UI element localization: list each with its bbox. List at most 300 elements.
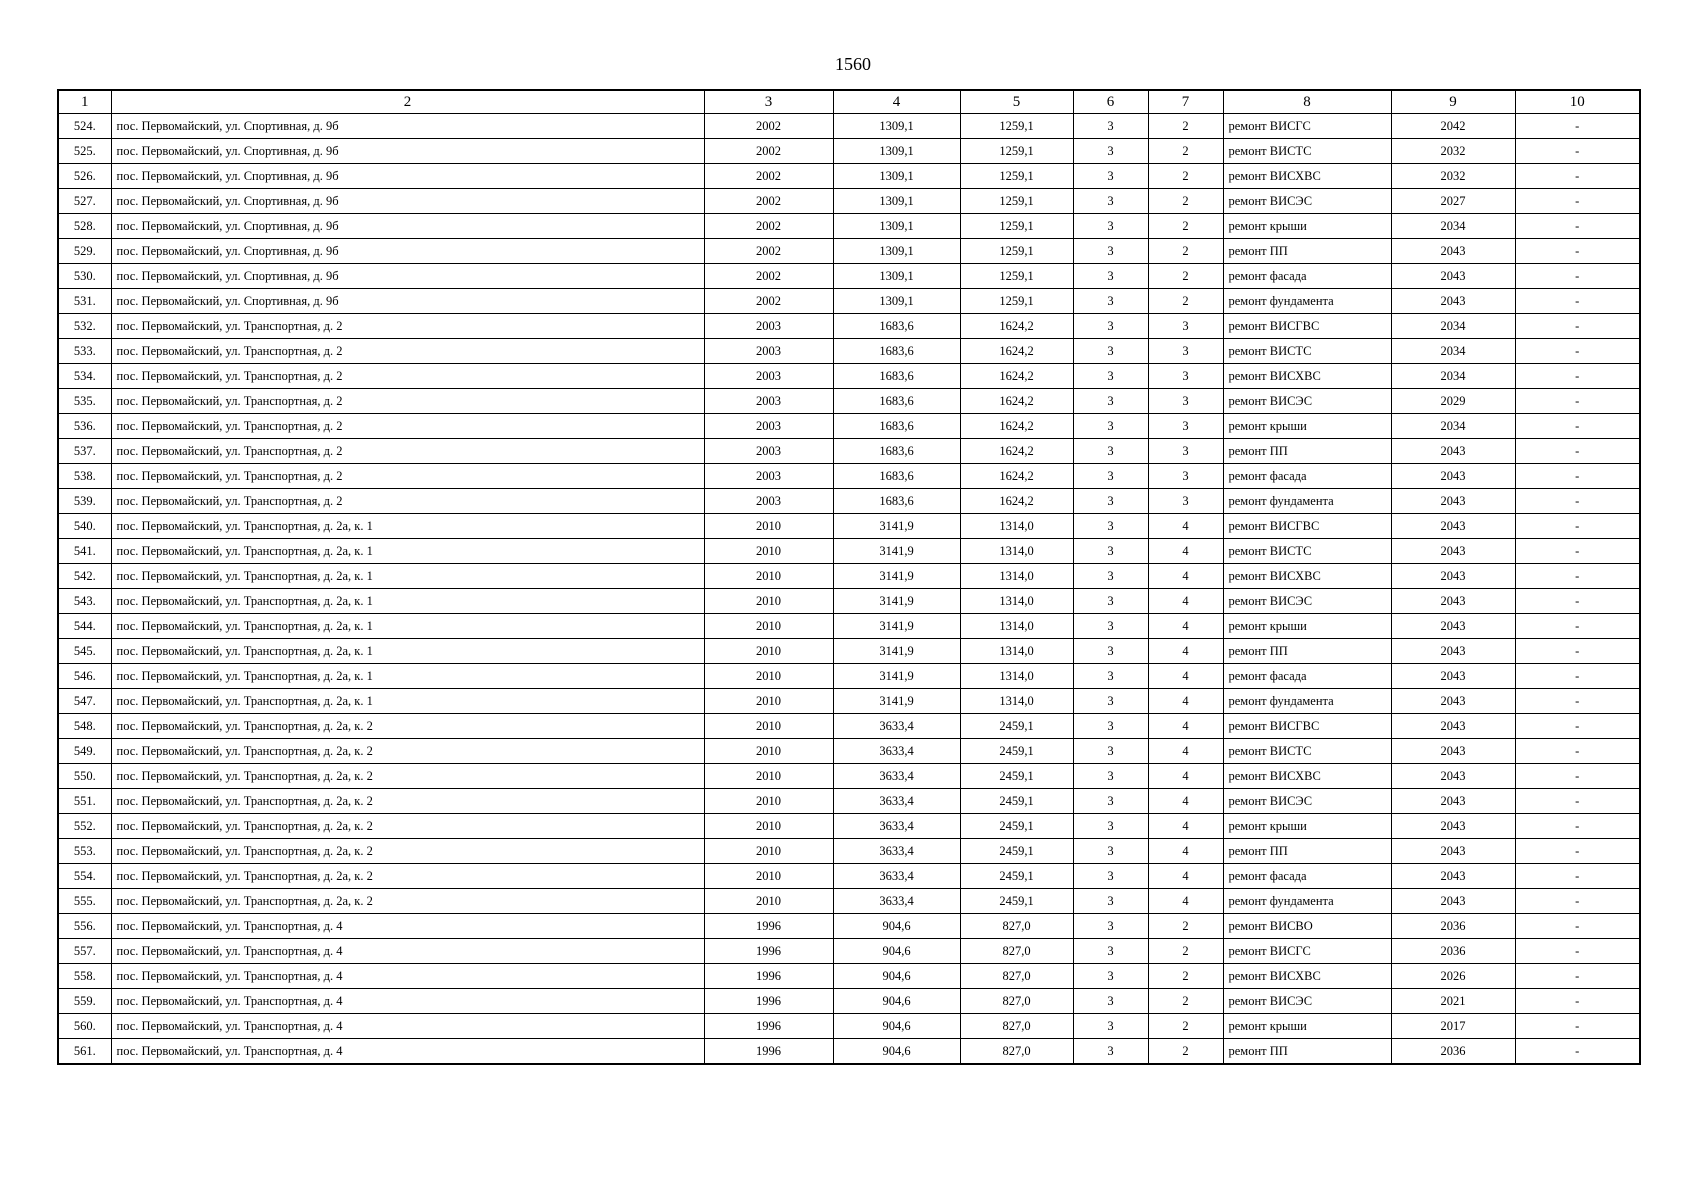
planned-year-cell: 2043 bbox=[1391, 764, 1515, 789]
floors-count-cell: 3 bbox=[1073, 264, 1148, 289]
address-cell: пос. Первомайский, ул. Транспортная, д. 4 bbox=[111, 1014, 704, 1039]
address-cell: пос. Первомайский, ул. Спортивная, д. 9б bbox=[111, 264, 704, 289]
row-number-cell: 551. bbox=[58, 789, 111, 814]
row-number-cell: 539. bbox=[58, 489, 111, 514]
table-row bbox=[58, 389, 1640, 414]
floors-count-cell: 3 bbox=[1073, 989, 1148, 1014]
total-area-cell: 3633,4 bbox=[833, 739, 960, 764]
floors-count-cell: 3 bbox=[1073, 714, 1148, 739]
living-area-cell: 1259,1 bbox=[960, 139, 1073, 164]
work-type-cell: ремонт ВИСХВС bbox=[1223, 164, 1391, 189]
note-cell: - bbox=[1515, 414, 1640, 439]
work-type-cell: ремонт ПП bbox=[1223, 439, 1391, 464]
note-cell: - bbox=[1515, 939, 1640, 964]
living-area-cell: 2459,1 bbox=[960, 739, 1073, 764]
planned-year-cell: 2034 bbox=[1391, 364, 1515, 389]
living-area-cell: 1314,0 bbox=[960, 664, 1073, 689]
floors-count-cell: 3 bbox=[1073, 789, 1148, 814]
build-year-cell: 2010 bbox=[704, 789, 833, 814]
address-cell: пос. Первомайский, ул. Транспортная, д. 2а, к. 1 bbox=[111, 539, 704, 564]
row-number-cell: 553. bbox=[58, 839, 111, 864]
row-number-cell: 535. bbox=[58, 389, 111, 414]
address-cell: пос. Первомайский, ул. Транспортная, д. 2 bbox=[111, 339, 704, 364]
floors-count-cell: 3 bbox=[1073, 314, 1148, 339]
row-number-cell: 541. bbox=[58, 539, 111, 564]
build-year-cell: 2002 bbox=[704, 239, 833, 264]
table-row bbox=[58, 264, 1640, 289]
address-cell: пос. Первомайский, ул. Транспортная, д. 2 bbox=[111, 464, 704, 489]
work-type-cell: ремонт ВИСЭС bbox=[1223, 989, 1391, 1014]
build-year-cell: 2010 bbox=[704, 714, 833, 739]
row-number-cell: 547. bbox=[58, 689, 111, 714]
work-type-cell: ремонт ВИСГВС bbox=[1223, 314, 1391, 339]
table-row bbox=[58, 664, 1640, 689]
build-year-cell: 1996 bbox=[704, 1014, 833, 1039]
column-header-9: 9 bbox=[1391, 90, 1515, 114]
floors-count-cell: 3 bbox=[1073, 839, 1148, 864]
living-area-cell: 1314,0 bbox=[960, 514, 1073, 539]
living-area-cell: 1259,1 bbox=[960, 289, 1073, 314]
living-area-cell: 1624,2 bbox=[960, 414, 1073, 439]
row-number-cell: 538. bbox=[58, 464, 111, 489]
address-cell: пос. Первомайский, ул. Транспортная, д. 2а, к. 1 bbox=[111, 589, 704, 614]
total-area-cell: 1309,1 bbox=[833, 189, 960, 214]
header-row bbox=[58, 90, 1640, 114]
entrances-count-cell: 2 bbox=[1148, 114, 1223, 139]
living-area-cell: 1259,1 bbox=[960, 114, 1073, 139]
total-area-cell: 3141,9 bbox=[833, 614, 960, 639]
planned-year-cell: 2043 bbox=[1391, 664, 1515, 689]
living-area-cell: 1624,2 bbox=[960, 314, 1073, 339]
planned-year-cell: 2043 bbox=[1391, 889, 1515, 914]
note-cell: - bbox=[1515, 764, 1640, 789]
address-cell: пос. Первомайский, ул. Транспортная, д. 2а, к. 2 bbox=[111, 739, 704, 764]
row-number-cell: 529. bbox=[58, 239, 111, 264]
total-area-cell: 3141,9 bbox=[833, 639, 960, 664]
floors-count-cell: 3 bbox=[1073, 164, 1148, 189]
work-type-cell: ремонт ВИСГВС bbox=[1223, 714, 1391, 739]
build-year-cell: 2010 bbox=[704, 889, 833, 914]
living-area-cell: 1259,1 bbox=[960, 239, 1073, 264]
living-area-cell: 1259,1 bbox=[960, 214, 1073, 239]
total-area-cell: 3633,4 bbox=[833, 814, 960, 839]
column-header-10: 10 bbox=[1515, 90, 1640, 114]
table-row bbox=[58, 714, 1640, 739]
note-cell: - bbox=[1515, 689, 1640, 714]
total-area-cell: 3141,9 bbox=[833, 514, 960, 539]
table-row bbox=[58, 239, 1640, 264]
living-area-cell: 827,0 bbox=[960, 914, 1073, 939]
row-number-cell: 554. bbox=[58, 864, 111, 889]
floors-count-cell: 3 bbox=[1073, 739, 1148, 764]
note-cell: - bbox=[1515, 239, 1640, 264]
note-cell: - bbox=[1515, 389, 1640, 414]
note-cell: - bbox=[1515, 864, 1640, 889]
floors-count-cell: 3 bbox=[1073, 814, 1148, 839]
floors-count-cell: 3 bbox=[1073, 864, 1148, 889]
living-area-cell: 1624,2 bbox=[960, 364, 1073, 389]
build-year-cell: 1996 bbox=[704, 989, 833, 1014]
note-cell: - bbox=[1515, 514, 1640, 539]
address-cell: пос. Первомайский, ул. Транспортная, д. 2 bbox=[111, 489, 704, 514]
work-type-cell: ремонт ВИСХВС bbox=[1223, 964, 1391, 989]
address-cell: пос. Первомайский, ул. Транспортная, д. 2а, к. 1 bbox=[111, 514, 704, 539]
build-year-cell: 2003 bbox=[704, 364, 833, 389]
work-type-cell: ремонт фасада bbox=[1223, 264, 1391, 289]
total-area-cell: 904,6 bbox=[833, 914, 960, 939]
work-type-cell: ремонт фундамента bbox=[1223, 689, 1391, 714]
total-area-cell: 1309,1 bbox=[833, 164, 960, 189]
entrances-count-cell: 2 bbox=[1148, 289, 1223, 314]
note-cell: - bbox=[1515, 314, 1640, 339]
planned-year-cell: 2043 bbox=[1391, 739, 1515, 764]
address-cell: пос. Первомайский, ул. Транспортная, д. 4 bbox=[111, 989, 704, 1014]
entrances-count-cell: 3 bbox=[1148, 314, 1223, 339]
floors-count-cell: 3 bbox=[1073, 214, 1148, 239]
address-cell: пос. Первомайский, ул. Транспортная, д. 2а, к. 1 bbox=[111, 689, 704, 714]
row-number-cell: 548. bbox=[58, 714, 111, 739]
note-cell: - bbox=[1515, 814, 1640, 839]
table-row bbox=[58, 164, 1640, 189]
note-cell: - bbox=[1515, 189, 1640, 214]
table-row bbox=[58, 214, 1640, 239]
planned-year-cell: 2026 bbox=[1391, 964, 1515, 989]
work-type-cell: ремонт ВИСЭС bbox=[1223, 189, 1391, 214]
entrances-count-cell: 4 bbox=[1148, 639, 1223, 664]
build-year-cell: 2003 bbox=[704, 439, 833, 464]
living-area-cell: 1624,2 bbox=[960, 339, 1073, 364]
living-area-cell: 2459,1 bbox=[960, 889, 1073, 914]
column-header-4: 4 bbox=[833, 90, 960, 114]
row-number-cell: 544. bbox=[58, 614, 111, 639]
work-type-cell: ремонт фасада bbox=[1223, 864, 1391, 889]
planned-year-cell: 2029 bbox=[1391, 389, 1515, 414]
column-header-1: 1 bbox=[58, 90, 111, 114]
entrances-count-cell: 4 bbox=[1148, 889, 1223, 914]
planned-year-cell: 2017 bbox=[1391, 1014, 1515, 1039]
address-cell: пос. Первомайский, ул. Транспортная, д. 2а, к. 2 bbox=[111, 889, 704, 914]
floors-count-cell: 3 bbox=[1073, 764, 1148, 789]
entrances-count-cell: 2 bbox=[1148, 264, 1223, 289]
entrances-count-cell: 3 bbox=[1148, 439, 1223, 464]
work-type-cell: ремонт ПП bbox=[1223, 639, 1391, 664]
build-year-cell: 2010 bbox=[704, 839, 833, 864]
address-cell: пос. Первомайский, ул. Транспортная, д. 2 bbox=[111, 414, 704, 439]
living-area-cell: 827,0 bbox=[960, 964, 1073, 989]
row-number-cell: 550. bbox=[58, 764, 111, 789]
entrances-count-cell: 2 bbox=[1148, 964, 1223, 989]
build-year-cell: 1996 bbox=[704, 1039, 833, 1065]
living-area-cell: 1314,0 bbox=[960, 639, 1073, 664]
row-number-cell: 545. bbox=[58, 639, 111, 664]
work-type-cell: ремонт фундамента bbox=[1223, 289, 1391, 314]
total-area-cell: 1683,6 bbox=[833, 389, 960, 414]
work-type-cell: ремонт ВИСТС bbox=[1223, 339, 1391, 364]
floors-count-cell: 3 bbox=[1073, 614, 1148, 639]
work-type-cell: ремонт крыши bbox=[1223, 214, 1391, 239]
total-area-cell: 3633,4 bbox=[833, 864, 960, 889]
total-area-cell: 1683,6 bbox=[833, 414, 960, 439]
address-cell: пос. Первомайский, ул. Транспортная, д. 2а, к. 2 bbox=[111, 789, 704, 814]
address-cell: пос. Первомайский, ул. Транспортная, д. 2а, к. 1 bbox=[111, 614, 704, 639]
build-year-cell: 2010 bbox=[704, 539, 833, 564]
build-year-cell: 2003 bbox=[704, 489, 833, 514]
floors-count-cell: 3 bbox=[1073, 389, 1148, 414]
table-row bbox=[58, 964, 1640, 989]
floors-count-cell: 3 bbox=[1073, 964, 1148, 989]
entrances-count-cell: 4 bbox=[1148, 839, 1223, 864]
row-number-cell: 552. bbox=[58, 814, 111, 839]
row-number-cell: 549. bbox=[58, 739, 111, 764]
entrances-count-cell: 2 bbox=[1148, 1014, 1223, 1039]
note-cell: - bbox=[1515, 489, 1640, 514]
table-row bbox=[58, 439, 1640, 464]
build-year-cell: 2003 bbox=[704, 414, 833, 439]
living-area-cell: 1314,0 bbox=[960, 589, 1073, 614]
total-area-cell: 3141,9 bbox=[833, 664, 960, 689]
build-year-cell: 2010 bbox=[704, 814, 833, 839]
row-number-cell: 557. bbox=[58, 939, 111, 964]
total-area-cell: 3141,9 bbox=[833, 539, 960, 564]
floors-count-cell: 3 bbox=[1073, 439, 1148, 464]
row-number-cell: 534. bbox=[58, 364, 111, 389]
note-cell: - bbox=[1515, 639, 1640, 664]
table-row bbox=[58, 914, 1640, 939]
table-row bbox=[58, 114, 1640, 139]
note-cell: - bbox=[1515, 464, 1640, 489]
address-cell: пос. Первомайский, ул. Спортивная, д. 9б bbox=[111, 189, 704, 214]
planned-year-cell: 2043 bbox=[1391, 614, 1515, 639]
table-row bbox=[58, 839, 1640, 864]
entrances-count-cell: 3 bbox=[1148, 464, 1223, 489]
entrances-count-cell: 3 bbox=[1148, 389, 1223, 414]
planned-year-cell: 2043 bbox=[1391, 464, 1515, 489]
row-number-cell: 560. bbox=[58, 1014, 111, 1039]
total-area-cell: 904,6 bbox=[833, 939, 960, 964]
build-year-cell: 2010 bbox=[704, 639, 833, 664]
table-row bbox=[58, 864, 1640, 889]
entrances-count-cell: 3 bbox=[1148, 489, 1223, 514]
entrances-count-cell: 4 bbox=[1148, 714, 1223, 739]
table-row bbox=[58, 539, 1640, 564]
column-header-5: 5 bbox=[960, 90, 1073, 114]
total-area-cell: 3633,4 bbox=[833, 789, 960, 814]
total-area-cell: 1309,1 bbox=[833, 289, 960, 314]
table-row bbox=[58, 989, 1640, 1014]
build-year-cell: 1996 bbox=[704, 914, 833, 939]
build-year-cell: 2003 bbox=[704, 339, 833, 364]
build-year-cell: 2010 bbox=[704, 514, 833, 539]
living-area-cell: 1624,2 bbox=[960, 389, 1073, 414]
entrances-count-cell: 4 bbox=[1148, 814, 1223, 839]
floors-count-cell: 3 bbox=[1073, 489, 1148, 514]
table-row bbox=[58, 464, 1640, 489]
address-cell: пос. Первомайский, ул. Транспортная, д. 2 bbox=[111, 314, 704, 339]
entrances-count-cell: 4 bbox=[1148, 589, 1223, 614]
floors-count-cell: 3 bbox=[1073, 114, 1148, 139]
row-number-cell: 537. bbox=[58, 439, 111, 464]
build-year-cell: 2010 bbox=[704, 739, 833, 764]
living-area-cell: 1259,1 bbox=[960, 264, 1073, 289]
floors-count-cell: 3 bbox=[1073, 639, 1148, 664]
address-cell: пос. Первомайский, ул. Спортивная, д. 9б bbox=[111, 139, 704, 164]
table-row bbox=[58, 689, 1640, 714]
planned-year-cell: 2043 bbox=[1391, 439, 1515, 464]
entrances-count-cell: 2 bbox=[1148, 989, 1223, 1014]
note-cell: - bbox=[1515, 139, 1640, 164]
planned-year-cell: 2043 bbox=[1391, 789, 1515, 814]
data-table-wrapper bbox=[57, 89, 1641, 1065]
living-area-cell: 1314,0 bbox=[960, 564, 1073, 589]
planned-year-cell: 2021 bbox=[1391, 989, 1515, 1014]
floors-count-cell: 3 bbox=[1073, 914, 1148, 939]
note-cell: - bbox=[1515, 439, 1640, 464]
entrances-count-cell: 2 bbox=[1148, 1039, 1223, 1065]
planned-year-cell: 2043 bbox=[1391, 289, 1515, 314]
planned-year-cell: 2043 bbox=[1391, 639, 1515, 664]
entrances-count-cell: 3 bbox=[1148, 414, 1223, 439]
row-number-cell: 533. bbox=[58, 339, 111, 364]
planned-year-cell: 2043 bbox=[1391, 489, 1515, 514]
table-body bbox=[58, 114, 1640, 1065]
planned-year-cell: 2043 bbox=[1391, 689, 1515, 714]
table-row bbox=[58, 139, 1640, 164]
column-header-3: 3 bbox=[704, 90, 833, 114]
row-number-cell: 536. bbox=[58, 414, 111, 439]
planned-year-cell: 2036 bbox=[1391, 914, 1515, 939]
build-year-cell: 2002 bbox=[704, 139, 833, 164]
row-number-cell: 542. bbox=[58, 564, 111, 589]
total-area-cell: 3633,4 bbox=[833, 714, 960, 739]
note-cell: - bbox=[1515, 539, 1640, 564]
note-cell: - bbox=[1515, 614, 1640, 639]
floors-count-cell: 3 bbox=[1073, 364, 1148, 389]
row-number-cell: 530. bbox=[58, 264, 111, 289]
planned-year-cell: 2027 bbox=[1391, 189, 1515, 214]
column-header-6: 6 bbox=[1073, 90, 1148, 114]
living-area-cell: 2459,1 bbox=[960, 714, 1073, 739]
data-table bbox=[57, 89, 1641, 1065]
row-number-cell: 556. bbox=[58, 914, 111, 939]
entrances-count-cell: 4 bbox=[1148, 564, 1223, 589]
planned-year-cell: 2032 bbox=[1391, 139, 1515, 164]
total-area-cell: 1309,1 bbox=[833, 114, 960, 139]
note-cell: - bbox=[1515, 789, 1640, 814]
entrances-count-cell: 4 bbox=[1148, 614, 1223, 639]
note-cell: - bbox=[1515, 114, 1640, 139]
build-year-cell: 2010 bbox=[704, 664, 833, 689]
row-number-cell: 525. bbox=[58, 139, 111, 164]
table-row bbox=[58, 1014, 1640, 1039]
table-row bbox=[58, 1039, 1640, 1065]
build-year-cell: 1996 bbox=[704, 964, 833, 989]
work-type-cell: ремонт ПП bbox=[1223, 1039, 1391, 1065]
note-cell: - bbox=[1515, 264, 1640, 289]
living-area-cell: 827,0 bbox=[960, 1039, 1073, 1065]
note-cell: - bbox=[1515, 989, 1640, 1014]
note-cell: - bbox=[1515, 164, 1640, 189]
table-row bbox=[58, 314, 1640, 339]
table-row bbox=[58, 639, 1640, 664]
total-area-cell: 3141,9 bbox=[833, 564, 960, 589]
table-row bbox=[58, 514, 1640, 539]
address-cell: пос. Первомайский, ул. Спортивная, д. 9б bbox=[111, 289, 704, 314]
total-area-cell: 1309,1 bbox=[833, 264, 960, 289]
planned-year-cell: 2034 bbox=[1391, 414, 1515, 439]
living-area-cell: 1259,1 bbox=[960, 164, 1073, 189]
floors-count-cell: 3 bbox=[1073, 664, 1148, 689]
entrances-count-cell: 2 bbox=[1148, 189, 1223, 214]
work-type-cell: ремонт крыши bbox=[1223, 414, 1391, 439]
build-year-cell: 2010 bbox=[704, 564, 833, 589]
floors-count-cell: 3 bbox=[1073, 589, 1148, 614]
floors-count-cell: 3 bbox=[1073, 939, 1148, 964]
total-area-cell: 904,6 bbox=[833, 1039, 960, 1065]
planned-year-cell: 2043 bbox=[1391, 839, 1515, 864]
entrances-count-cell: 2 bbox=[1148, 139, 1223, 164]
work-type-cell: ремонт фундамента bbox=[1223, 889, 1391, 914]
row-number-cell: 561. bbox=[58, 1039, 111, 1065]
total-area-cell: 1683,6 bbox=[833, 489, 960, 514]
build-year-cell: 2003 bbox=[704, 389, 833, 414]
work-type-cell: ремонт ВИСХВС bbox=[1223, 364, 1391, 389]
build-year-cell: 2002 bbox=[704, 214, 833, 239]
address-cell: пос. Первомайский, ул. Спортивная, д. 9б bbox=[111, 214, 704, 239]
total-area-cell: 1683,6 bbox=[833, 439, 960, 464]
table-row bbox=[58, 414, 1640, 439]
note-cell: - bbox=[1515, 289, 1640, 314]
table-row bbox=[58, 339, 1640, 364]
note-cell: - bbox=[1515, 714, 1640, 739]
row-number-cell: 524. bbox=[58, 114, 111, 139]
floors-count-cell: 3 bbox=[1073, 1039, 1148, 1065]
entrances-count-cell: 4 bbox=[1148, 689, 1223, 714]
note-cell: - bbox=[1515, 664, 1640, 689]
row-number-cell: 528. bbox=[58, 214, 111, 239]
work-type-cell: ремонт ВИСГС bbox=[1223, 939, 1391, 964]
living-area-cell: 827,0 bbox=[960, 1014, 1073, 1039]
note-cell: - bbox=[1515, 914, 1640, 939]
address-cell: пос. Первомайский, ул. Транспортная, д. 4 bbox=[111, 964, 704, 989]
total-area-cell: 3633,4 bbox=[833, 764, 960, 789]
total-area-cell: 904,6 bbox=[833, 989, 960, 1014]
living-area-cell: 1624,2 bbox=[960, 439, 1073, 464]
entrances-count-cell: 4 bbox=[1148, 739, 1223, 764]
address-cell: пос. Первомайский, ул. Спортивная, д. 9б bbox=[111, 239, 704, 264]
planned-year-cell: 2043 bbox=[1391, 864, 1515, 889]
work-type-cell: ремонт ВИСХВС bbox=[1223, 764, 1391, 789]
work-type-cell: ремонт фасада bbox=[1223, 664, 1391, 689]
build-year-cell: 2002 bbox=[704, 114, 833, 139]
address-cell: пос. Первомайский, ул. Транспортная, д. 2а, к. 1 bbox=[111, 564, 704, 589]
note-cell: - bbox=[1515, 564, 1640, 589]
table-row bbox=[58, 489, 1640, 514]
address-cell: пос. Первомайский, ул. Транспортная, д. 2 bbox=[111, 389, 704, 414]
row-number-cell: 531. bbox=[58, 289, 111, 314]
table-row bbox=[58, 789, 1640, 814]
work-type-cell: ремонт крыши bbox=[1223, 614, 1391, 639]
planned-year-cell: 2043 bbox=[1391, 714, 1515, 739]
living-area-cell: 1624,2 bbox=[960, 464, 1073, 489]
floors-count-cell: 3 bbox=[1073, 414, 1148, 439]
table-row bbox=[58, 564, 1640, 589]
build-year-cell: 2010 bbox=[704, 614, 833, 639]
planned-year-cell: 2043 bbox=[1391, 814, 1515, 839]
floors-count-cell: 3 bbox=[1073, 564, 1148, 589]
living-area-cell: 2459,1 bbox=[960, 814, 1073, 839]
work-type-cell: ремонт ВИСТС bbox=[1223, 739, 1391, 764]
living-area-cell: 2459,1 bbox=[960, 764, 1073, 789]
